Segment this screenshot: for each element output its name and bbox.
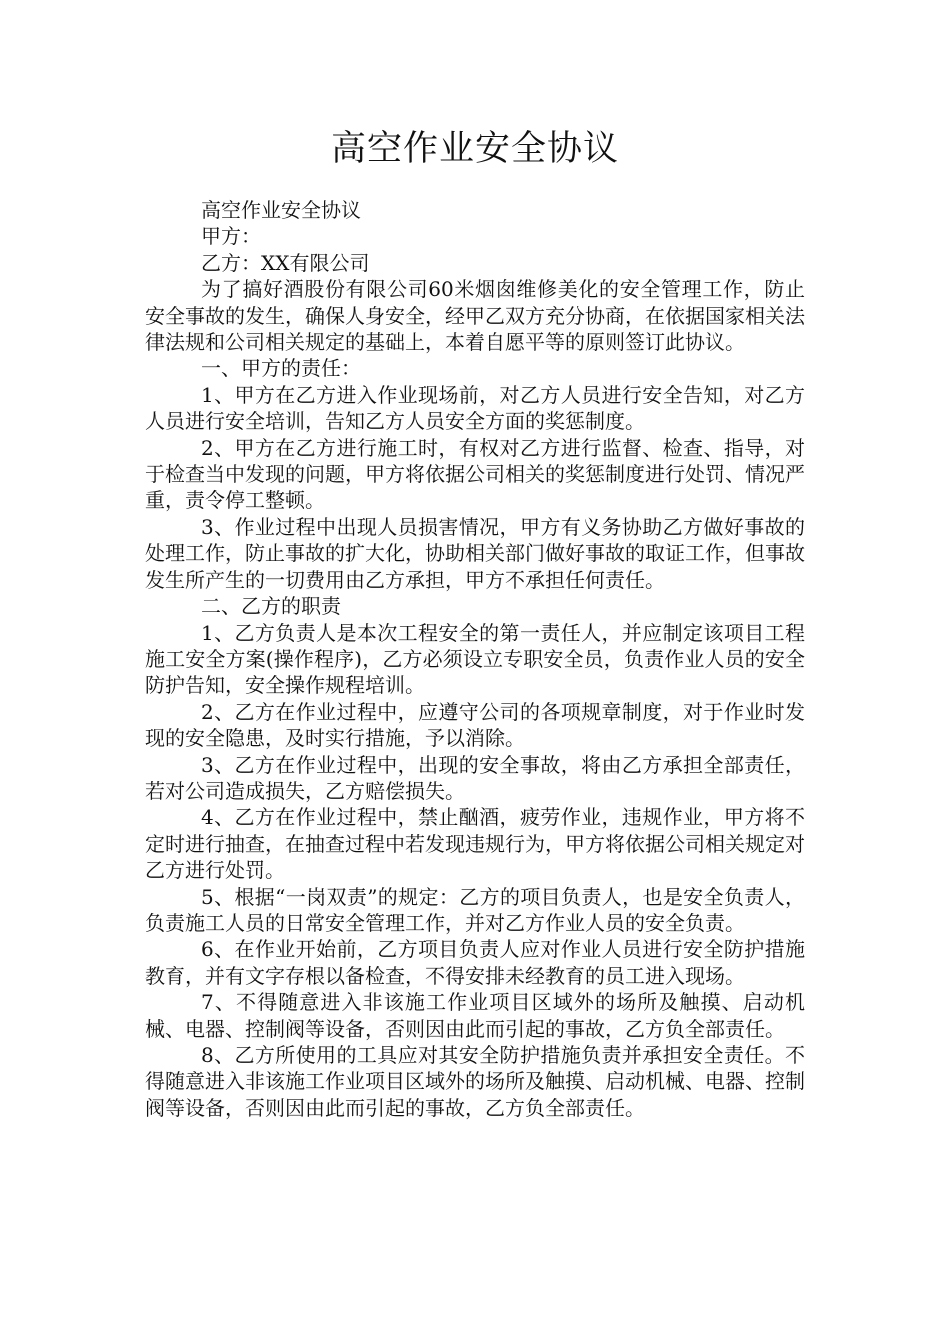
party-b-clause-6: 6、在作业开始前，乙方项目负责人应对作业人员进行安全防护措施教育，并有文字存根以备检查，不得安排未经教育的员工进入现场。: [145, 937, 805, 988]
preamble-paragraph: 为了搞好酒股份有限公司60米烟囱维修美化的安全管理工作，防止安全事故的发生，确保人身安全，经甲乙双方充分协商，在依据国家相关法律法规和公司相关规定的基础上，本着自愿平等的原则签订此协议。: [145, 277, 805, 355]
party-a-line: 甲方：: [201, 224, 261, 249]
party-b-clause-3: 3、乙方在作业过程中，出现的安全事故，将由乙方承担全部责任，若对公司造成损失，乙方赔偿损失。: [145, 752, 805, 803]
party-b-clause-4: 4、乙方在作业过程中，禁止酗酒，疲劳作业，违规作业，甲方将不定时进行抽查，在抽查过程中若发现违规行为，甲方将依据公司相关规定对乙方进行处罚。: [145, 805, 805, 883]
party-b-clause-8: 8、乙方所使用的工具应对其安全防护措施负责并承担安全责任。不得随意进入非该施工作业项目区域外的场所及触摸、启动机械、电器、控制阀等设备，否则因由此而引起的事故，乙方负全部责任。: [145, 1043, 805, 1120]
party-b-clause-1: 1、乙方负责人是本次工程安全的第一责任人，并应制定该项目工程施工安全方案(操作程序)，乙方必须设立专职安全员，负责作业人员的安全防护告知，安全操作规程培训。: [145, 620, 805, 698]
party-a-clause-3: 3、作业过程中出现人员损害情况，甲方有义务协助乙方做好事故的处理工作，防止事故的扩大化，协助相关部门做好事故的取证工作，但事故发生所产生的一切费用由乙方承担，甲方不承担任何责任。: [145, 514, 805, 592]
document-body: [145, 197, 805, 1121]
section-heading-party-a: 一、甲方的责任：: [201, 356, 361, 381]
party-b-clause-5: 5、根据“一岗双责”的规定：乙方的项目负责人，也是安全负责人，负责施工人员的日常安全管理工作，并对乙方作业人员的安全负责。: [145, 884, 805, 935]
party-b-clause-7: 7、不得随意进入非该施工作业项目区域外的场所及触摸、启动机械、电器、控制阀等设备，否则因由此而引起的事故，乙方负全部责任。: [145, 990, 805, 1041]
body-heading: 高空作业安全协议: [201, 198, 361, 222]
section-heading-party-b: 二、乙方的职责: [201, 594, 341, 619]
document-title: 高空作业安全协议: [330, 129, 619, 169]
party-b-clause-2: 2、乙方在作业过程中，应遵守公司的各项规章制度，对于作业时发现的安全隐患，及时实行措施，予以消除。: [145, 699, 805, 751]
party-a-clause-2: 2、甲方在乙方进行施工时，有权对乙方进行监督、检查、指导，对于检查当中发现的问题，甲方将依据公司相关的奖惩制度进行处罚、情况严重，责令停工整顿。: [145, 435, 805, 513]
party-a-clause-1: 1、甲方在乙方进入作业现场前，对乙方人员进行安全告知，对乙方人员进行安全培训，告知乙方人员安全方面的奖惩制度。: [145, 382, 805, 434]
party-b-line: 乙方：XX有限公司: [201, 250, 370, 275]
